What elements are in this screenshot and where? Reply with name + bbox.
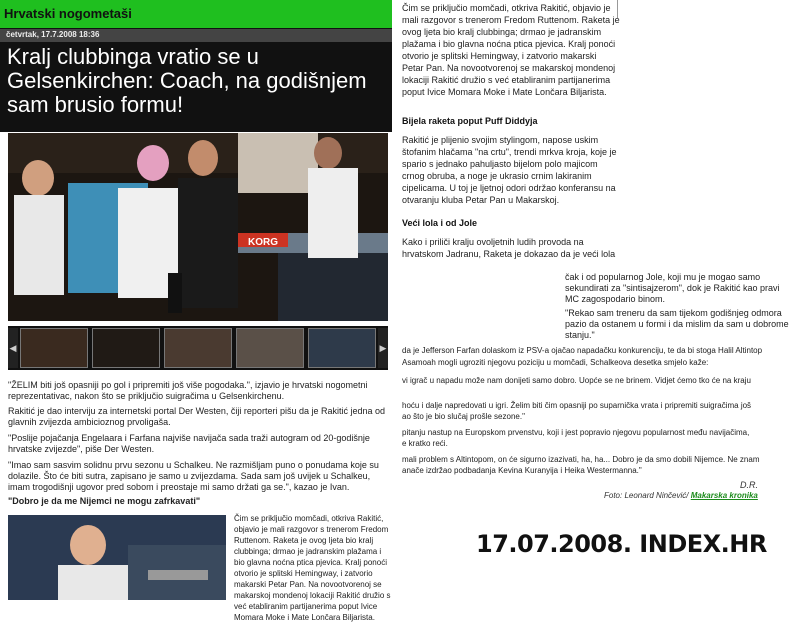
quote-paragraph-2: "Rekao sam treneru da sam tijekom godišnjeg odmora pazio da ostanem u formi i da mislim da sam u dobrome stanju." (565, 308, 789, 340)
mid-paragraph-3: Kako i priliči kralju ovoljetnih ludih provoda na hrvatskom Jadranu, Raketa je dokazao da je veći lola (402, 237, 616, 259)
crop-line-3: vi igrač u napadu može nam donijeti samo dobro. Uopće se ne brinem. Vidjet ćemo tko će na kraju (402, 376, 751, 385)
photo-credit (604, 491, 758, 500)
section-title: Hrvatski nogometaši (4, 6, 132, 21)
crop-line-5: ao što je bio slučaj prošle sezone." (402, 412, 525, 421)
crop-line-4: hoću i dalje napredovati u igri. Želim biti čim opasniji po suparnička vrata i pripremiti suigračima još (402, 401, 752, 410)
quote-paragraph-1: čak i od popularnog Jole, koji mu je mogao samo sekundirati za "sintisajzerom", dok je Rakitić kao pravi MC zagospodario binom. (565, 272, 780, 304)
thumbnail-strip (8, 326, 388, 370)
article-date: četvrtak, 17.7.2008 18:36 (6, 30, 100, 39)
second-photo-illustration (8, 515, 226, 600)
mid-heading-2: Veći lola i od Jole (402, 218, 478, 228)
crop-line-6: pitanju nastup na Europskom prvenstvu, koji i jest popravio njegovu popularnost među navijačima, (402, 428, 750, 437)
thumbnail-5[interactable] (308, 328, 376, 368)
body-paragraph-2: Rakitić je dao interviju za internetski portal Der Westen, čiji reporteri pišu da je Rakitić jedna od glavnih zvijezda ambicioznog prvoligaša. (8, 406, 386, 427)
mid-heading-1: Bijela raketa poput Puff Diddyja (402, 116, 538, 126)
main-photo-illustration (8, 133, 388, 321)
source-stamp: 17.07.2008. INDEX.HR (476, 530, 767, 558)
crop-line-1: da je Jefferson Farfan dolaskom iz PSV-a ojačao napadačku konkurenciju, te da bi stoga Halil Altintop (402, 346, 763, 355)
crop-line-8: mali problem s Altintopom, on će sigurno izazivati, ha, ha... Dobro je da smo dobili Nijemce. Ne znam (402, 455, 760, 464)
thumbs-prev-button[interactable]: ◀ (8, 328, 18, 368)
thumbnail-3[interactable] (164, 328, 232, 368)
mid-paragraph-2: Rakitić je plijenio svojim stylingom, napose uskim štofanim hlačama "na crtu", trendi mrkva kroja, koje je spario s jednako pahuljasto bijelom polo majicom crnog obruba, a noge je ukrasio crnim lakiranim cipelicama. U toj je ljetnoj odori održao konferansu na otvaranju kluba Petar Pan u Makarskoj. (402, 135, 617, 205)
photo-credit-prefix: Foto: Leonard Ninčević/ (604, 491, 691, 500)
thumbnail-1[interactable] (20, 328, 88, 368)
section-bar (0, 0, 392, 28)
photo-credit-link[interactable]: Makarska kronika (690, 491, 758, 500)
body-paragraph-3: "Poslije pojačanja Engelaara i Farfana najviše navijača sada traži autogram od 20-godišnje hrvatske zvijezde", piše Der Westen. (8, 433, 370, 454)
thumbnail-2[interactable] (92, 328, 160, 368)
crop-line-9: anače izdržao podbadanja Kevina Kuranyija i Heika Westermanna." (402, 466, 642, 475)
date-bar (0, 29, 392, 42)
article-headline: Kralj clubbinga vratio se u Gelsenkirchen: Coach, na godišnjem sam brusio formu! (7, 44, 367, 117)
mid-paragraph-1: Čim se priključio momčadi, otkriva Rakitić, objavio je mali razgovor s trenerom Fredom Ruttenom. Raketa je ovog ljeta bio kralj clubbinga; drmao je jadranskim plažama i bio glavna noćna ptica pjevica. Kralj ponoći otvorio je splitski Hemingway, i zatvorio makarski Petar Pan. Na novootvorenoj se makarskoj mondenoj lokaciji Rakitić družio s već etabliranim partijanerima poput Ivice Momara Moke i Mate Lončara Biljarista. (402, 3, 620, 97)
main-photo (8, 133, 388, 321)
body-paragraph-4: "Imao sam sasvim solidnu prvu sezonu u Schalkeu. Ne razmišljam puno o ponudama koje su dolazile. Što će biti sutra, zapisano je samo u zvijezdama. Sada sam još uvijek u Schalkeu, imam trogodišnji ugovor pred sobom i preostaje mi samo držati ga se.", kazao je Ivan. (8, 460, 379, 492)
thumbs-next-button[interactable]: ▶ (378, 328, 388, 368)
second-photo-caption-text: Čim se priključio momčadi, otkriva Rakitić, objavio je mali razgovor s trenerom Fredom Ruttenom. Raketa je ovog ljeta bio kralj clubbinga; drmao je jadranskim plažama i bio glavna noćna ptica pjevica. Kralj ponoći otvorio je splitski Hemingway, i zatvorio makarski Petar Pan. Na novootvorenoj se makarskoj mondenoj lokaciji Rakitić družio s već etabliranim partijanerima poput Ivice Momara Moke i Mate Lončara Biljarista. (234, 514, 391, 622)
crop-line-2: Asamoah mogli ugroziti njegovu poziciju u momčadi, Schalkeova desetka smjelo kaže: (402, 358, 709, 367)
body-paragraph-1: "ŽELIM biti još opasniji po gol i pripremiti još više pogodaka.", izjavio je hrvatski nogometni reprezentativac, nakon što se priključio suigračima u Gelsenkirchenu. (8, 380, 368, 401)
second-photo (8, 515, 226, 600)
author-initials: D.R. (740, 480, 758, 490)
thumbnail-4[interactable] (236, 328, 304, 368)
article-clipping-left (0, 0, 392, 622)
korg-logo: KORG (248, 237, 278, 248)
body-subheading: "Dobro je da me Nijemci ne mogu zafrkavati" (8, 496, 201, 506)
crop-line-7: e kratko reći. (402, 439, 448, 448)
